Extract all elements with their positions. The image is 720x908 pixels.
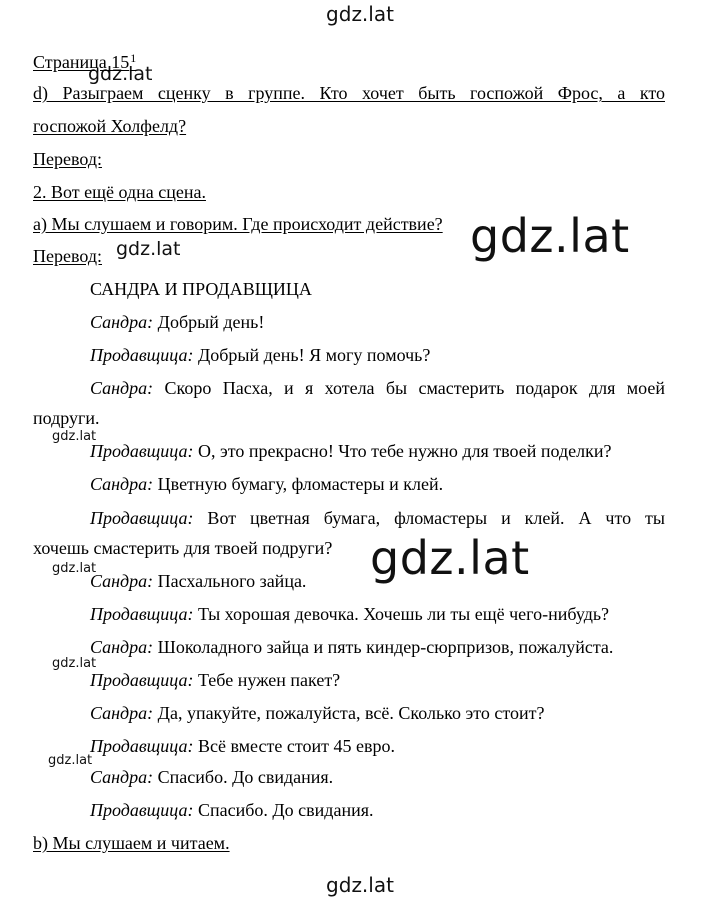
watermark-big-center: gdz.lat: [370, 531, 530, 585]
task-a-heading: а) Мы слушаем и говорим. Где происходит действие?: [33, 214, 443, 234]
task-d-line-2: госпожой Холфелд?: [33, 116, 187, 136]
dialog-line: Продавщица: Добрый день! Я могу помочь?: [90, 345, 431, 365]
dialog-line: Сандра: Спасибо. До свидания.: [90, 767, 334, 787]
watermark-top: gdz.lat: [326, 2, 394, 26]
dialog-line-continuation: подруги.: [33, 408, 100, 428]
dialog-line: Сандра: Цветную бумагу, фломастеры и клей.: [90, 474, 444, 494]
dialog-line: Продавщица: О, это прекрасно! Что тебе нужно для твоей поделки?: [90, 441, 612, 461]
dialog-line: Продавщица: Ты хорошая девочка. Хочешь ли ты ещё чего-нибудь?: [90, 604, 610, 624]
dialog-line-continuation: хочешь смастерить для твоей подруги?: [33, 538, 333, 558]
task-d-line-1: d) Разыграем сценку в группе. Кто хочет быть госпожой Фрос, а кто: [33, 83, 665, 103]
watermark-near-translation: gdz.lat: [116, 238, 181, 260]
watermark-small: gdz.lat: [52, 561, 97, 576]
dialog-line: Продавщица: Тебе нужен пакет?: [90, 670, 341, 690]
page-number: Страница $15^1$: [33, 51, 137, 72]
translation-label: Перевод:: [33, 246, 102, 266]
watermark-bottom: gdz.lat: [326, 873, 394, 897]
translation-label: Перевод:: [33, 149, 102, 169]
dialog-line: Сандра: Добрый день!: [90, 312, 265, 332]
watermark-big-right: gdz.lat: [470, 209, 630, 263]
dialog-line: Сандра: Скоро Пасха, и я хотела бы смастерить подарок для моей: [90, 378, 665, 398]
task-2-heading: 2. Вот ещё одна сцена.: [33, 182, 206, 202]
watermark-small: gdz.lat: [52, 429, 97, 444]
task-b-heading: b) Мы слушаем и читаем.: [33, 833, 230, 853]
watermark-small: gdz.lat: [48, 753, 93, 768]
dialog-line: Сандра: Шоколадного зайца и пять киндер-сюрпризов, пожалуйста.: [90, 637, 614, 657]
dialog-line: Сандра: Да, упакуйте, пожалуйста, всё. Сколько это стоит?: [90, 703, 545, 723]
watermark-near-page: gdz.lat: [88, 63, 153, 85]
watermark-small: gdz.lat: [52, 656, 97, 671]
dialog-title: САНДРА И ПРОДАВЩИЦА: [90, 279, 312, 299]
dialog-line: Продавщица: Всё вместе стоит 45 евро.: [90, 736, 395, 756]
dialog-line: Сандра: Пасхального зайца.: [90, 571, 307, 591]
dialog-line: Продавщица: Вот цветная бумага, фломастеры и клей. А что ты: [90, 508, 665, 528]
dialog-line: Продавщица: Спасибо. До свидания.: [90, 800, 374, 820]
